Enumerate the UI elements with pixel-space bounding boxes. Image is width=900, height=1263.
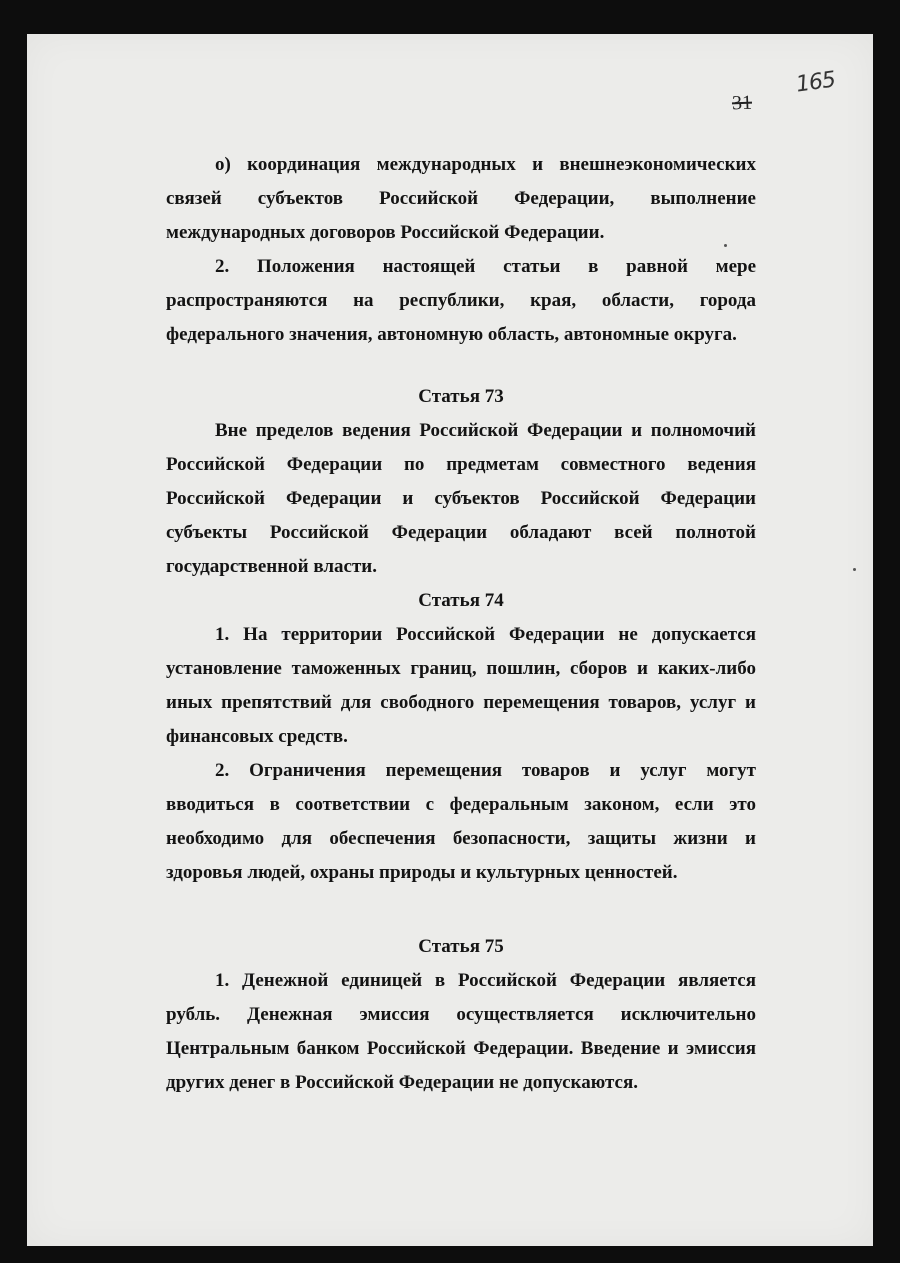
- page-number: 31: [731, 91, 753, 115]
- article-74-paragraph-2: 2. Ограничения перемещения товаров и услуг могут вводиться в соответствии с федеральным законом, если это необходимо для обеспечения безопасности, защиты жизни и здоровья людей, охраны природы и культурных ценностей.: [166, 760, 756, 883]
- paragraph-item-o: о) координация международных и внешнеэкономических связей субъектов Российской Федерации, выполнение международных договоров Российской Федерации.: [166, 154, 756, 243]
- archive-number-handwritten: 165: [794, 67, 837, 98]
- spacer: [166, 890, 756, 930]
- article-73-title: Статья 73: [418, 386, 504, 407]
- spacer: [166, 352, 756, 380]
- article-75-paragraph-1: 1. Денежной единицей в Российской Федерации является рубль. Денежная эмиссия осуществляется исключительно Центральным банком Российской Федерации. Введение и эмиссия других денег в Российской Федерации не допускаются.: [166, 970, 756, 1093]
- paragraph-item-2: 2. Положения настоящей статьи в равной мере распространяются на республики, края, области, города федерального значения, автономную область, автономные округа.: [166, 256, 756, 345]
- article-75-title: Статья 75: [418, 936, 504, 957]
- scan-speck: [853, 568, 856, 571]
- article-74-paragraph-1: 1. На территории Российской Федерации не допускается установление таможенных границ, пошлин, сборов и каких-либо иных препятствий для свободного перемещения товаров, услуг и финансовых средств.: [166, 624, 756, 747]
- article-74-title: Статья 74: [418, 590, 504, 611]
- document-body: [166, 148, 756, 1100]
- article-73-text: Вне пределов ведения Российской Федерации и полномочий Российской Федерации по предметам совместного ведения Российской Федерации и субъектов Российской Федерации субъекты Российской Федерации обладают всей полнотой государственной власти.: [166, 420, 756, 577]
